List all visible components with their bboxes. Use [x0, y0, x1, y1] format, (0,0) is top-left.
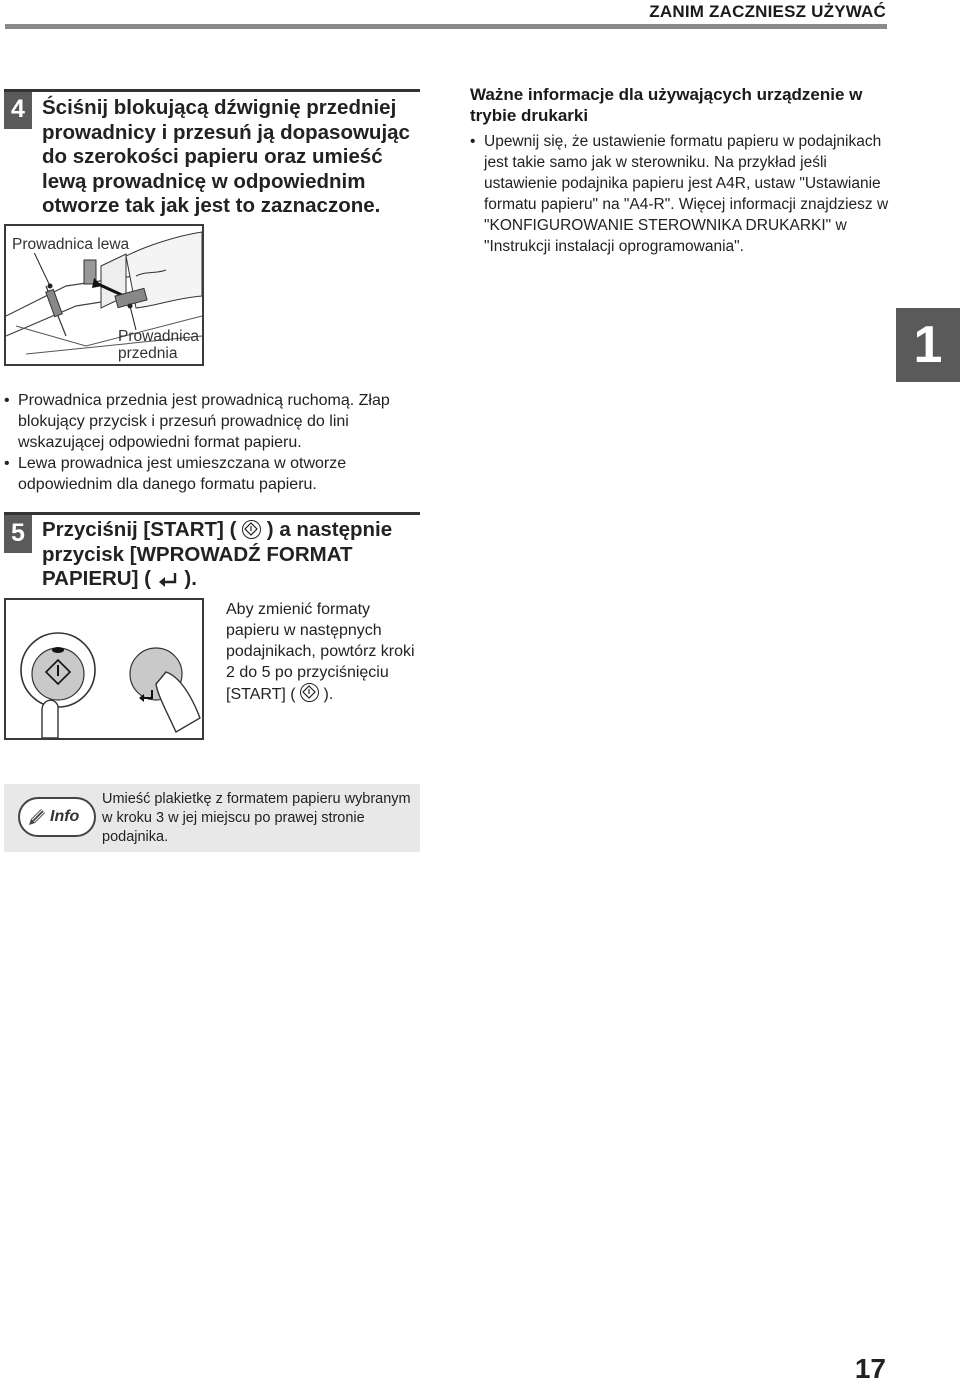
- label-left-guide: Prowadnica lewa: [12, 236, 130, 253]
- start-and-enter-keys-illustration: [6, 600, 202, 738]
- step-4-bullet: • Lewa prowadnica jest umieszczana w otworze odpowiednim dla danego formatu papieru.: [4, 453, 420, 495]
- step-5-title-part3: ).: [184, 567, 197, 591]
- page-number: 17: [854, 1353, 886, 1384]
- step-4-rule: [4, 89, 420, 92]
- step-4-bullets: [4, 390, 420, 495]
- step-5-side-text-part2: ).: [323, 686, 334, 703]
- tray-figure: [4, 224, 204, 366]
- step-5-side-text-part1: Aby zmienić formaty papieru w następnych podajnikach, powtórz kroki 2 do 5 po przyciśnięciu [START] (: [226, 601, 415, 703]
- start-icon: [300, 683, 319, 702]
- step-5-title-part1: Przyciśnij [START] (: [42, 518, 237, 541]
- step-4-title: Ściśnij blokującą dźwignię przedniej prowadnicy i przesuń ją dopasowując do szerokości papieru oraz umieść lewą prowadnicę w odpowiednim otworze tak jak jest to zaznaczone.: [42, 96, 410, 218]
- printer-note-bullet: • Upewnij się, że ustawienie formatu papieru w podajnikach jest takie samo jak w sterowniku. Na przykład jeśli ustawienie podajnika papieru jest A4R, ustaw "Ustawianie formatu papieru" na "A4-R". Więcej informacji znajdziesz w "KONFIGUROWANIE STEROWNIKA DRUKARKI" w "Instrukcji instalacji oprogramowania".: [470, 131, 890, 257]
- pencil-icon: [25, 805, 49, 829]
- control-panel-figure: [4, 598, 204, 740]
- page-header-title: ZANIM ZACZNIESZ UŻYWAĆ: [649, 2, 886, 21]
- step-4-number: 4: [4, 91, 32, 129]
- printer-note-title: Ważne informacje dla używających urządzenie w trybie drukarki: [470, 85, 863, 125]
- step-5-title: [42, 518, 418, 592]
- step-4-bullet: • Prowadnica przednia jest prowadnicą ruchomą. Złap blokujący przycisk i przesuń prowadnicę do lini wskazującej odpowiedni format papieru.: [4, 390, 420, 453]
- info-box: [4, 784, 420, 852]
- section-tab: 1: [896, 308, 960, 382]
- step-5-side-text: [226, 599, 416, 705]
- start-icon: [242, 520, 261, 539]
- step-5-title-part2: ) a następnie przycisk [WPROWADŹ FORMAT PAPIERU] (: [42, 518, 393, 591]
- label-front-guide-line1: Prowadnica: [118, 328, 199, 345]
- enter-icon: [157, 571, 179, 587]
- info-badge-label: Info: [50, 808, 80, 825]
- label-front-guide-line2: przednia: [118, 345, 178, 362]
- info-badge: [18, 797, 96, 837]
- step-5-number: 5: [4, 515, 32, 553]
- info-text: Umieść plakietkę z formatem papieru wybranym w kroku 3 w jej miejscu po prawej stronie podajnika.: [102, 791, 411, 845]
- printer-note-bullets: [470, 131, 890, 257]
- header-rule: [5, 24, 887, 29]
- step-5-rule: [4, 512, 420, 515]
